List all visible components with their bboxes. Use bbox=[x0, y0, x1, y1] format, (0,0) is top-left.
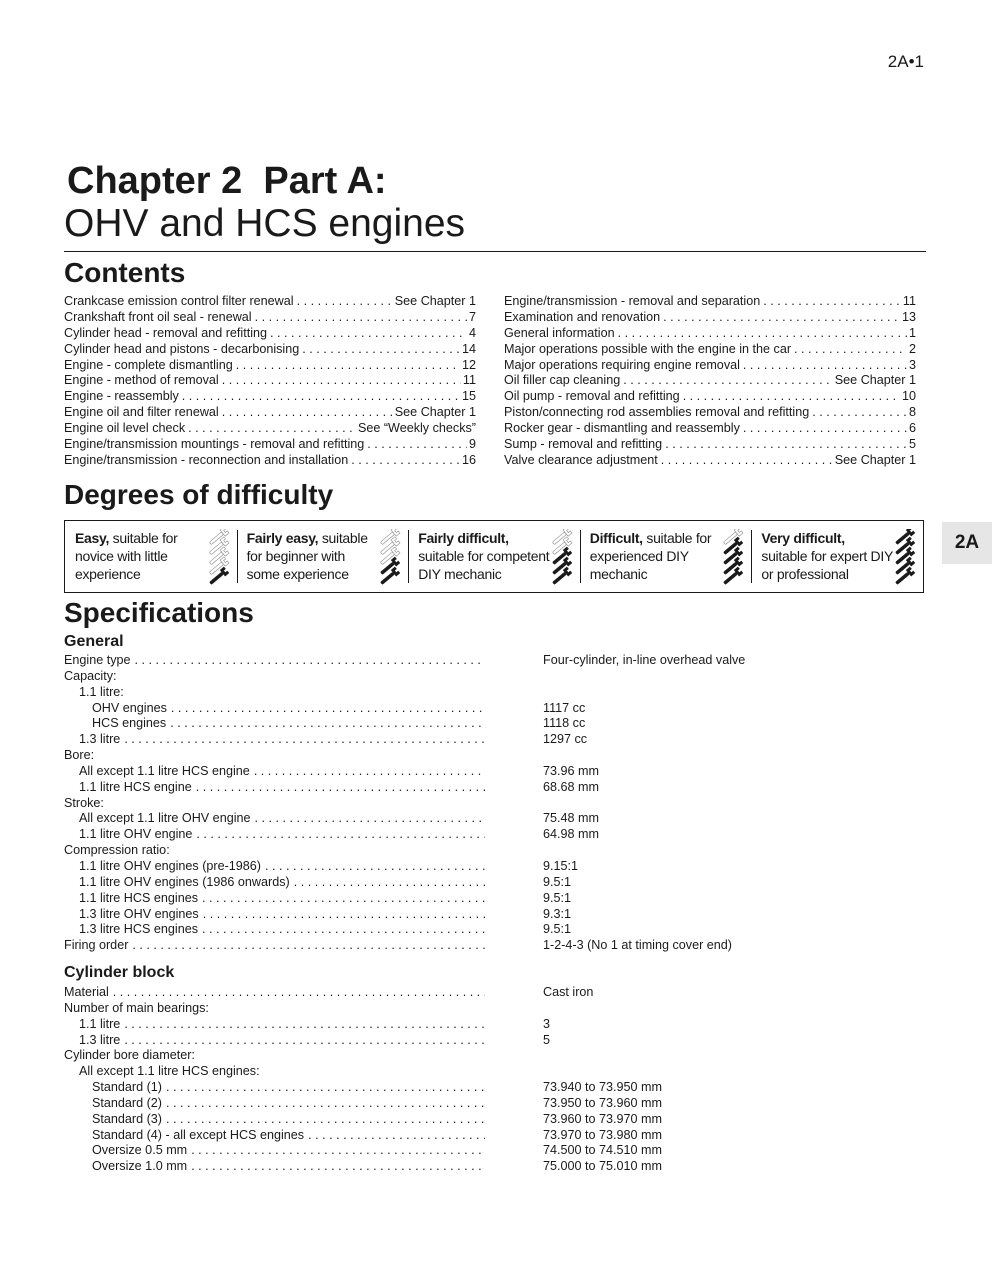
toc-entry-title: Valve clearance adjustment bbox=[504, 452, 658, 467]
difficulty-level bbox=[580, 521, 752, 592]
spec-dot-leader bbox=[202, 922, 485, 938]
toc-entry[interactable] bbox=[64, 405, 476, 421]
spec-label-cell bbox=[64, 875, 485, 891]
spec-label-cell bbox=[64, 1033, 485, 1049]
spec-row bbox=[64, 1064, 926, 1080]
toc-entry-reference: 3 bbox=[908, 357, 916, 372]
toc-dot-leader bbox=[302, 342, 460, 358]
toc-dot-leader bbox=[618, 326, 907, 342]
spec-row bbox=[64, 796, 926, 812]
spec-value: 73.950 to 73.960 mm bbox=[543, 1095, 663, 1110]
spec-value: 3 bbox=[543, 1016, 551, 1031]
toc-entry[interactable] bbox=[504, 421, 916, 437]
spec-value: Cast iron bbox=[543, 985, 594, 999]
page-number: 2A•1 bbox=[887, 52, 924, 71]
spec-label-cell bbox=[64, 859, 485, 875]
toc-entry-reference: 6 bbox=[908, 421, 916, 436]
spec-row bbox=[64, 843, 926, 859]
wrench-rating-icon bbox=[205, 529, 231, 585]
spec-label: All except 1.1 litre HCS engine bbox=[79, 763, 250, 778]
spec-dot-leader bbox=[202, 891, 485, 907]
spec-row bbox=[64, 685, 926, 701]
spec-label: Engine type bbox=[64, 653, 131, 667]
general-spec-table bbox=[64, 653, 926, 954]
spec-label: Firing order bbox=[64, 938, 129, 953]
contents-right-column bbox=[504, 294, 916, 469]
spec-label: Standard (4) - all except HCS engines bbox=[92, 1127, 305, 1142]
spec-label: Compression ratio: bbox=[64, 843, 170, 858]
spec-value: 73.940 to 73.950 mm bbox=[543, 1080, 663, 1095]
spec-dot-leader bbox=[124, 1033, 485, 1049]
difficulty-description bbox=[761, 529, 893, 583]
difficulty-name: Difficult, bbox=[589, 530, 643, 546]
spec-row bbox=[64, 1112, 926, 1128]
toc-entry[interactable] bbox=[504, 342, 916, 358]
difficulty-description bbox=[75, 529, 207, 583]
spec-row bbox=[64, 653, 926, 669]
spec-row bbox=[64, 985, 926, 1001]
section-tab: 2A bbox=[942, 522, 992, 564]
spec-row bbox=[64, 1159, 926, 1175]
toc-entry-reference: 10 bbox=[901, 389, 916, 404]
spec-label: OHV engines bbox=[92, 700, 167, 715]
spec-label-cell bbox=[64, 716, 485, 732]
spec-value: 1297 cc bbox=[543, 732, 588, 747]
spec-label-cell bbox=[64, 922, 485, 938]
toc-entry-reference: 7 bbox=[468, 309, 476, 324]
spec-dot-leader bbox=[265, 859, 485, 875]
spec-value: Four-cylinder, in-line overhead valve bbox=[543, 653, 746, 667]
toc-entry[interactable] bbox=[64, 310, 476, 326]
chapter-subtitle: OHV and HCS engines bbox=[64, 202, 466, 245]
spec-label: Capacity: bbox=[64, 668, 117, 683]
spec-label-cell bbox=[64, 685, 485, 701]
wrench-rating-icon bbox=[376, 529, 402, 585]
spec-value: 1118 cc bbox=[543, 716, 586, 731]
spec-value: 9.5:1 bbox=[543, 874, 572, 889]
spec-value: 9.5:1 bbox=[543, 890, 572, 905]
spec-dot-leader bbox=[124, 1017, 485, 1033]
toc-entry[interactable] bbox=[64, 358, 476, 374]
difficulty-level bbox=[408, 521, 580, 592]
spec-label: Standard (2) bbox=[92, 1095, 163, 1110]
spec-label: Bore: bbox=[64, 748, 95, 763]
spec-label: Standard (3) bbox=[92, 1111, 163, 1126]
spec-label-cell bbox=[64, 1048, 485, 1064]
spec-label: 1.1 litre HCS engine bbox=[79, 779, 192, 794]
toc-dot-leader bbox=[236, 358, 460, 374]
difficulty-suitability: suitable for expert DIY or professional bbox=[761, 548, 893, 582]
spec-row bbox=[64, 827, 926, 843]
spec-dot-leader bbox=[132, 938, 485, 954]
spec-label: 1.1 litre HCS engines bbox=[79, 890, 199, 905]
spec-label: Standard (1) bbox=[92, 1080, 163, 1095]
spec-row bbox=[64, 780, 926, 796]
toc-entry[interactable] bbox=[504, 453, 916, 469]
spec-label-cell bbox=[64, 1143, 485, 1159]
toc-entry[interactable] bbox=[504, 437, 916, 453]
toc-dot-leader bbox=[367, 437, 467, 453]
toc-entry-reference: See Chapter 1 bbox=[394, 405, 476, 420]
spec-label-cell bbox=[64, 796, 485, 812]
toc-entry-title: Major operations possible with the engine in the car bbox=[504, 341, 792, 356]
spec-dot-leader bbox=[294, 875, 485, 891]
spec-row bbox=[64, 1080, 926, 1096]
toc-entry[interactable] bbox=[64, 342, 476, 358]
toc-entry-title: Rocker gear - dismantling and reassembly bbox=[504, 421, 740, 436]
spec-label-cell bbox=[64, 1096, 485, 1112]
spec-row bbox=[64, 1096, 926, 1112]
toc-entry-reference: 11 bbox=[462, 373, 476, 388]
spec-value: 9.15:1 bbox=[543, 858, 579, 873]
spec-row bbox=[64, 907, 926, 923]
wrench-rating-icon bbox=[891, 529, 917, 585]
toc-entry-title: Cylinder head - removal and refitting bbox=[64, 325, 268, 340]
chapter-title: Chapter 2 Part A: bbox=[67, 160, 387, 202]
spec-label: 1.3 litre OHV engines bbox=[79, 906, 199, 921]
toc-entry-title: Engine/transmission - reconnection and installation bbox=[64, 452, 349, 467]
general-heading: General bbox=[64, 633, 124, 650]
contents-left-column bbox=[64, 294, 476, 469]
toc-entry-title: Engine/transmission mountings - removal and refitting bbox=[64, 437, 365, 452]
toc-entry-reference: 1 bbox=[908, 325, 916, 340]
spec-row bbox=[64, 922, 926, 938]
spec-label-cell bbox=[64, 1128, 485, 1144]
toc-entry[interactable] bbox=[64, 326, 476, 342]
specifications-heading: Specifications bbox=[64, 597, 254, 628]
spec-label: Oversize 1.0 mm bbox=[92, 1159, 188, 1174]
toc-entry[interactable] bbox=[504, 294, 916, 310]
difficulty-table bbox=[64, 520, 924, 593]
spec-row bbox=[64, 1001, 926, 1017]
spec-value: 64.98 mm bbox=[543, 827, 599, 842]
spec-dot-leader bbox=[113, 985, 485, 1001]
toc-entry[interactable] bbox=[64, 421, 476, 437]
toc-dot-leader bbox=[270, 326, 467, 342]
spec-label: Oversize 0.5 mm bbox=[92, 1143, 188, 1158]
toc-entry-title: Oil pump - removal and refitting bbox=[504, 389, 680, 404]
cylinder-block-spec-table bbox=[64, 985, 926, 1175]
spec-row bbox=[64, 1048, 926, 1064]
spec-value: 9.5:1 bbox=[543, 922, 572, 937]
toc-entry-title: Crankcase emission control filter renewal bbox=[64, 294, 294, 308]
spec-dot-leader bbox=[135, 653, 485, 669]
spec-label: 1.1 litre: bbox=[79, 684, 124, 699]
toc-dot-leader bbox=[188, 421, 356, 437]
spec-dot-leader bbox=[166, 1096, 485, 1112]
toc-entry-reference: 5 bbox=[908, 437, 916, 452]
spec-dot-leader bbox=[254, 764, 485, 780]
spec-dot-leader bbox=[170, 716, 485, 732]
toc-entry-reference: See Chapter 1 bbox=[834, 452, 916, 467]
spec-row bbox=[64, 716, 926, 732]
spec-row bbox=[64, 732, 926, 748]
toc-dot-leader bbox=[351, 453, 460, 469]
spec-row bbox=[64, 764, 926, 780]
toc-dot-leader bbox=[743, 421, 907, 437]
spec-row bbox=[64, 859, 926, 875]
spec-dot-leader bbox=[191, 1143, 485, 1159]
toc-entry-title: Major operations requiring engine removal bbox=[504, 357, 740, 372]
spec-value: 68.68 mm bbox=[543, 779, 599, 794]
toc-dot-leader bbox=[222, 373, 461, 389]
spec-value: 9.3:1 bbox=[543, 906, 572, 921]
spec-label-cell bbox=[64, 780, 485, 796]
spec-label-cell bbox=[64, 985, 485, 1001]
difficulty-description bbox=[590, 529, 722, 583]
difficulty-suitability: suitable for experienced DIY mechanic bbox=[589, 530, 712, 582]
toc-entry-reference: 14 bbox=[461, 341, 476, 356]
toc-entry[interactable] bbox=[64, 453, 476, 469]
toc-entry-reference: See “Weekly checks” bbox=[357, 421, 476, 436]
toc-dot-leader bbox=[255, 310, 467, 326]
spec-dot-leader bbox=[191, 1159, 485, 1175]
spec-label: All except 1.1 litre HCS engines: bbox=[79, 1064, 260, 1079]
toc-dot-leader bbox=[663, 310, 900, 326]
spec-label-cell bbox=[64, 827, 485, 843]
spec-label: Stroke: bbox=[64, 795, 104, 810]
spec-value: 73.960 to 73.970 mm bbox=[543, 1111, 663, 1126]
difficulty-suitability: suitable for competent DIY mechanic bbox=[418, 548, 550, 582]
spec-label: 1.1 litre OHV engines (pre-1986) bbox=[79, 858, 262, 873]
title-rule bbox=[64, 251, 926, 252]
toc-dot-leader bbox=[222, 405, 393, 421]
toc-entry[interactable] bbox=[64, 373, 476, 389]
spec-label-cell bbox=[64, 907, 485, 923]
toc-entry-title: General information bbox=[504, 325, 615, 340]
spec-dot-leader bbox=[171, 701, 485, 717]
toc-entry-reference: See Chapter 1 bbox=[834, 373, 916, 388]
toc-entry-title: Oil filler cap cleaning bbox=[504, 373, 621, 388]
difficulty-suitability: suitable for beginner with some experience bbox=[246, 530, 368, 582]
spec-dot-leader bbox=[196, 827, 485, 843]
spec-dot-leader bbox=[166, 1080, 485, 1096]
spec-dot-leader bbox=[308, 1128, 485, 1144]
toc-entry-title: Cylinder head and pistons - decarbonising bbox=[64, 341, 300, 356]
toc-entry-reference: See Chapter 1 bbox=[394, 294, 476, 308]
toc-dot-leader bbox=[763, 294, 901, 310]
spec-dot-leader bbox=[166, 1112, 485, 1128]
spec-label-cell bbox=[64, 1112, 485, 1128]
spec-value: 75.48 mm bbox=[543, 811, 599, 826]
spec-label-cell bbox=[64, 732, 485, 748]
spec-label-cell bbox=[64, 811, 485, 827]
toc-dot-leader bbox=[661, 453, 833, 469]
spec-row bbox=[64, 938, 926, 954]
toc-entry-title: Engine oil level check bbox=[64, 421, 186, 436]
spec-label: 1.3 litre bbox=[79, 1032, 121, 1047]
spec-row bbox=[64, 701, 926, 717]
spec-label-cell bbox=[64, 938, 485, 954]
spec-label-cell bbox=[64, 1001, 485, 1017]
toc-entry[interactable] bbox=[504, 389, 916, 405]
spec-value: 5 bbox=[543, 1032, 551, 1047]
wrench-rating-icon bbox=[548, 529, 574, 585]
spec-label: All except 1.1 litre OHV engine bbox=[79, 811, 251, 826]
spec-label-cell bbox=[64, 891, 485, 907]
toc-dot-leader bbox=[743, 358, 907, 374]
spec-row bbox=[64, 748, 926, 764]
difficulty-level bbox=[237, 521, 409, 592]
toc-dot-leader bbox=[182, 389, 460, 405]
difficulty-description bbox=[418, 529, 550, 583]
spec-label-cell bbox=[64, 669, 485, 685]
toc-entry-reference: 13 bbox=[901, 309, 916, 324]
difficulty-name: Fairly difficult, bbox=[418, 530, 509, 546]
difficulty-suitability: suitable for novice with little experience bbox=[75, 530, 178, 582]
toc-entry[interactable] bbox=[504, 373, 916, 389]
toc-entry[interactable] bbox=[504, 405, 916, 421]
spec-value: 1117 cc bbox=[543, 700, 586, 715]
difficulty-description bbox=[247, 529, 379, 583]
spec-label-cell bbox=[64, 653, 485, 669]
spec-label-cell bbox=[64, 748, 485, 764]
toc-entry[interactable] bbox=[504, 310, 916, 326]
contents-heading: Contents bbox=[64, 257, 186, 288]
spec-value: 73.96 mm bbox=[543, 763, 599, 778]
difficulty-name: Very difficult, bbox=[761, 530, 845, 546]
spec-row bbox=[64, 811, 926, 827]
spec-label: 1.3 litre bbox=[79, 732, 121, 747]
spec-label: Material bbox=[64, 985, 109, 999]
toc-entry-title: Engine/transmission - removal and separation bbox=[504, 294, 761, 308]
toc-entry-reference: 9 bbox=[468, 437, 476, 452]
wrench-rating-icon bbox=[719, 529, 745, 585]
toc-entry-title: Engine - reassembly bbox=[64, 389, 179, 404]
spec-label-cell bbox=[64, 764, 485, 780]
spec-row bbox=[64, 891, 926, 907]
spec-dot-leader bbox=[255, 811, 485, 827]
spec-value: 73.970 to 73.980 mm bbox=[543, 1127, 663, 1142]
toc-entry-title: Engine - method of removal bbox=[64, 373, 219, 388]
spec-dot-leader bbox=[196, 780, 485, 796]
toc-entry-reference: 4 bbox=[468, 325, 476, 340]
spec-label: 1.3 litre HCS engines bbox=[79, 922, 199, 937]
toc-entry-reference: 11 bbox=[902, 294, 916, 308]
spec-dot-leader bbox=[203, 907, 485, 923]
toc-entry-reference: 15 bbox=[461, 389, 476, 404]
cylinder-block-heading: Cylinder block bbox=[64, 964, 175, 981]
toc-dot-leader bbox=[665, 437, 907, 453]
toc-entry-reference: 12 bbox=[461, 357, 476, 372]
spec-row bbox=[64, 1143, 926, 1159]
toc-entry-reference: 2 bbox=[908, 341, 916, 356]
toc-dot-leader bbox=[683, 389, 900, 405]
toc-entry[interactable] bbox=[504, 358, 916, 374]
difficulty-name: Fairly easy, bbox=[246, 530, 319, 546]
spec-value: 1-2-4-3 (No 1 at timing cover end) bbox=[543, 938, 732, 953]
toc-entry[interactable] bbox=[64, 294, 476, 310]
toc-entry[interactable] bbox=[64, 437, 476, 453]
toc-entry-title: Piston/connecting rod assemblies removal and refitting bbox=[504, 405, 810, 420]
difficulty-heading: Degrees of difficulty bbox=[64, 479, 334, 510]
toc-entry-title: Crankshaft front oil seal - renewal bbox=[64, 309, 252, 324]
spec-label-cell bbox=[64, 1159, 485, 1175]
spec-row bbox=[64, 669, 926, 685]
spec-row bbox=[64, 875, 926, 891]
spec-label-cell bbox=[64, 1017, 485, 1033]
toc-dot-leader bbox=[794, 342, 907, 358]
difficulty-level bbox=[65, 521, 237, 592]
spec-label: Cylinder bore diameter: bbox=[64, 1048, 195, 1063]
toc-entry[interactable] bbox=[64, 389, 476, 405]
toc-dot-leader bbox=[812, 405, 907, 421]
toc-dot-leader bbox=[297, 294, 393, 310]
toc-dot-leader bbox=[623, 373, 833, 389]
spec-value: 75.000 to 75.010 mm bbox=[543, 1159, 663, 1174]
toc-entry-title: Engine oil and filter renewal bbox=[64, 405, 219, 420]
toc-entry-title: Examination and renovation bbox=[504, 309, 661, 324]
spec-row bbox=[64, 1033, 926, 1049]
toc-entry[interactable] bbox=[504, 326, 916, 342]
spec-value: 74.500 to 74.510 mm bbox=[543, 1143, 663, 1158]
spec-row bbox=[64, 1128, 926, 1144]
toc-entry-reference: 8 bbox=[908, 405, 916, 420]
toc-entry-title: Sump - removal and refitting bbox=[504, 437, 663, 452]
spec-label: 1.1 litre OHV engine bbox=[79, 827, 193, 842]
spec-label-cell bbox=[64, 701, 485, 717]
toc-entry-title: Engine - complete dismantling bbox=[64, 357, 233, 372]
spec-label: Number of main bearings: bbox=[64, 1000, 209, 1015]
spec-label-cell bbox=[64, 843, 485, 859]
spec-label-cell bbox=[64, 1080, 485, 1096]
spec-label: 1.1 litre OHV engines (1986 onwards) bbox=[79, 874, 290, 889]
spec-label: 1.1 litre bbox=[79, 1016, 121, 1031]
spec-dot-leader bbox=[124, 732, 485, 748]
toc-entry-reference: 16 bbox=[461, 452, 476, 467]
spec-label: HCS engines bbox=[92, 716, 167, 731]
spec-label-cell bbox=[64, 1064, 485, 1080]
difficulty-name: Easy, bbox=[75, 530, 110, 546]
spec-row bbox=[64, 1017, 926, 1033]
difficulty-level bbox=[751, 521, 923, 592]
